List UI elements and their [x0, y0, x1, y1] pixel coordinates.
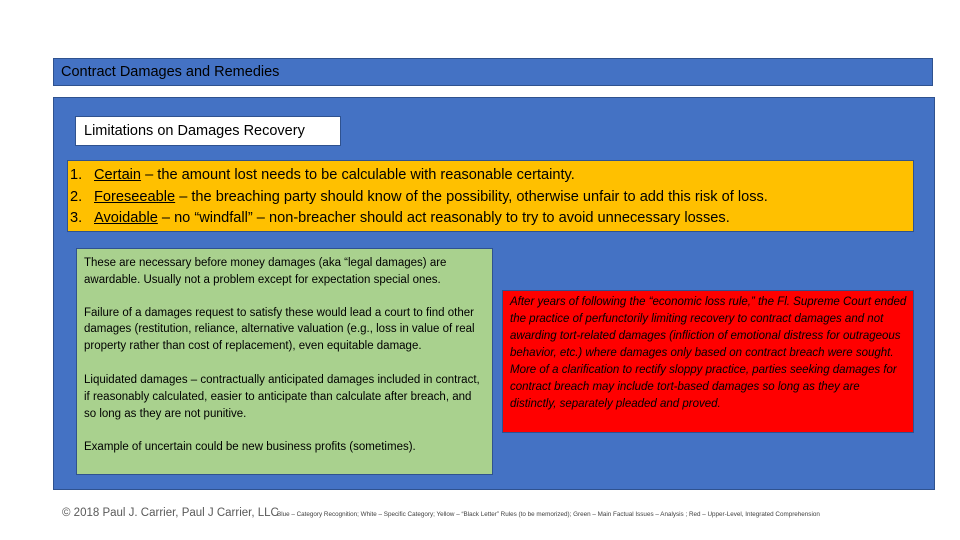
rule-term: Certain	[94, 167, 142, 183]
rule-number: 3.	[70, 210, 83, 226]
rule-description: – the amount lost needs to be calculable with reasonable certainty.	[141, 167, 575, 183]
slide-title: Contract Damages and Remedies	[53, 58, 933, 86]
analysis-paragraph: Liquidated damages – contractually anticipated damages included in contract, if reasonably calculated, easier to anticipate than calculate after breach, and so long as they are not punitive.	[84, 373, 480, 420]
rule-number: 1.	[70, 167, 83, 183]
rules-box	[67, 160, 914, 232]
rule-item-foreseeable	[70, 187, 913, 209]
section-label: Limitations on Damages Recovery	[75, 116, 341, 146]
rule-term: Foreseeable	[94, 188, 176, 205]
analysis-paragraph: Failure of a damages request to satisfy these would lead a court to find other damages (restitution, reliance, alternative valuation (e.g., loss in value of real property rather than cost of replacement), even equitable damage.	[84, 306, 475, 353]
analysis-paragraph: Example of uncertain could be new business profits (sometimes).	[84, 441, 416, 454]
analysis-box	[76, 248, 493, 475]
rule-item-avoidable	[70, 208, 913, 230]
comprehension-box: After years of following the “economic loss rule,” the Fl. Supreme Court ended the practice of perfunctorily limiting recovery to contract damages and not awarding tort-related damages (infliction of emotional distress for outrageous behavior, etc.) where damages only based on contract breach were sought. More of a clarification to rectify sloppy practice, parties seeking damages for contract breach may include tort-based damages so long as they are distinctly, separately pleaded and proved.	[502, 290, 914, 433]
rule-item-certain	[70, 165, 913, 187]
footer-copyright: © 2018 Paul J. Carrier, Paul J Carrier, LLC	[62, 507, 279, 519]
rule-number: 2.	[70, 188, 83, 205]
rule-term: Avoidable	[94, 210, 158, 226]
rule-description: – the breaching party should know of the possibility, otherwise unfair to add this risk of loss.	[175, 188, 768, 205]
footer-color-legend: Blue – Category Recognition; White – Specific Category; Yellow – “Black Letter” Rules (to be memorized); Green – Main Factual Issues – Analysis ; Red – Upper-Level, Integrated Comprehension	[277, 511, 820, 518]
rule-description: – no “windfall” – non-breacher should act reasonably to try to avoid unnecessary losses.	[157, 210, 730, 226]
analysis-paragraph: These are necessary before money damages (aka “legal damages) are awardable. Usually not a problem except for expectation special ones.	[84, 257, 447, 286]
